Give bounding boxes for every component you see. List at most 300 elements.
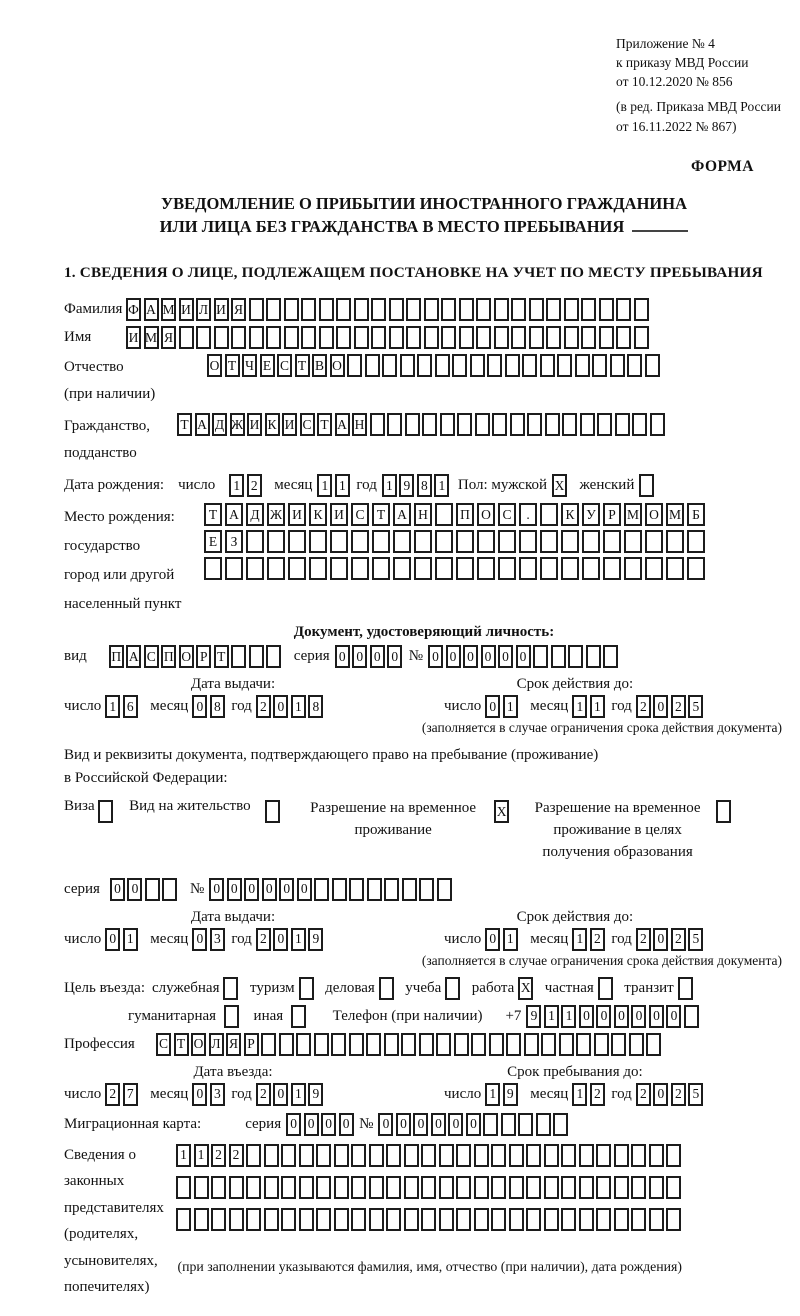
form-cell[interactable]: В — [312, 354, 327, 377]
form-cell[interactable]: 0 — [192, 928, 207, 951]
form-cell[interactable]: 1 — [503, 928, 518, 951]
form-cell[interactable]: И — [288, 503, 306, 526]
form-cell[interactable] — [372, 557, 390, 580]
form-cell[interactable]: Ж — [230, 413, 245, 436]
form-cell[interactable]: Ч — [242, 354, 257, 377]
form-cell[interactable] — [474, 1176, 489, 1199]
form-cell[interactable] — [456, 557, 474, 580]
form-cell[interactable] — [288, 530, 306, 553]
form-cell[interactable] — [299, 1208, 314, 1231]
form-cell[interactable] — [309, 557, 327, 580]
form-cell[interactable] — [266, 645, 281, 668]
form-cell[interactable]: П — [456, 503, 474, 526]
form-cell[interactable]: 0 — [304, 1113, 319, 1136]
form-cell[interactable] — [382, 354, 397, 377]
form-cell[interactable] — [526, 1176, 541, 1199]
form-cell[interactable] — [401, 1033, 416, 1056]
form-cell[interactable] — [371, 326, 386, 349]
form-cell[interactable] — [599, 326, 614, 349]
form-cell[interactable] — [386, 1176, 401, 1199]
form-cell[interactable] — [351, 557, 369, 580]
form-cell[interactable]: 0 — [653, 928, 668, 951]
form-cell[interactable] — [347, 354, 362, 377]
form-cell[interactable] — [422, 413, 437, 436]
form-cell[interactable]: 1 — [561, 1005, 576, 1028]
form-cell[interactable]: 1 — [590, 695, 605, 718]
form-cell[interactable] — [264, 1176, 279, 1199]
form-cell[interactable] — [491, 1144, 506, 1167]
form-cell[interactable] — [299, 1176, 314, 1199]
form-cell[interactable]: 5 — [688, 928, 703, 951]
form-cell[interactable]: 5 — [688, 1083, 703, 1106]
form-cell[interactable] — [511, 326, 526, 349]
form-cell[interactable]: 0 — [339, 1113, 354, 1136]
form-cell[interactable] — [666, 1208, 681, 1231]
form-cell[interactable]: И — [247, 413, 262, 436]
form-cell[interactable]: 0 — [666, 1005, 681, 1028]
form-cell[interactable] — [436, 1033, 451, 1056]
form-cell[interactable] — [575, 354, 590, 377]
form-cell[interactable]: 0 — [244, 878, 259, 901]
form-cell[interactable] — [349, 878, 364, 901]
form-cell[interactable]: И — [282, 413, 297, 436]
form-cell[interactable]: О — [477, 503, 495, 526]
form-cell[interactable] — [246, 1176, 261, 1199]
form-cell[interactable] — [437, 878, 452, 901]
form-cell[interactable] — [435, 530, 453, 553]
form-cell[interactable] — [365, 354, 380, 377]
form-cell[interactable] — [371, 298, 386, 321]
form-cell[interactable]: 2 — [229, 1144, 244, 1167]
form-cell[interactable] — [526, 1208, 541, 1231]
form-cell[interactable]: А — [195, 413, 210, 436]
form-cell[interactable] — [459, 326, 474, 349]
form-cell[interactable] — [330, 530, 348, 553]
form-cell[interactable]: 2 — [256, 695, 271, 718]
form-cell[interactable] — [544, 1144, 559, 1167]
form-cell[interactable]: А — [126, 645, 141, 668]
form-cell[interactable] — [316, 1208, 331, 1231]
form-cell[interactable] — [599, 298, 614, 321]
form-cell[interactable]: С — [300, 413, 315, 436]
form-cell[interactable]: К — [265, 413, 280, 436]
form-cell[interactable]: 3 — [210, 1083, 225, 1106]
form-cell[interactable] — [629, 1033, 644, 1056]
form-cell[interactable]: 0 — [596, 1005, 611, 1028]
form-cell[interactable]: 2 — [636, 695, 651, 718]
form-cell[interactable]: Л — [196, 298, 211, 321]
form-cell[interactable]: 0 — [431, 1113, 446, 1136]
form-cell[interactable]: 1 — [123, 928, 138, 951]
form-cell[interactable] — [540, 530, 558, 553]
form-cell[interactable] — [518, 1113, 533, 1136]
form-cell[interactable] — [687, 557, 705, 580]
form-cell[interactable] — [445, 977, 460, 1000]
form-cell[interactable] — [330, 557, 348, 580]
form-cell[interactable] — [639, 474, 654, 497]
form-cell[interactable] — [603, 645, 618, 668]
form-cell[interactable]: 1 — [317, 474, 332, 497]
form-cell[interactable]: 0 — [485, 695, 500, 718]
form-cell[interactable] — [559, 1033, 574, 1056]
form-cell[interactable]: 2 — [636, 1083, 651, 1106]
form-cell[interactable]: К — [309, 503, 327, 526]
form-cell[interactable]: 5 — [688, 695, 703, 718]
form-cell[interactable]: 0 — [273, 928, 288, 951]
form-cell[interactable]: С — [144, 645, 159, 668]
form-cell[interactable]: 2 — [671, 928, 686, 951]
form-cell[interactable] — [489, 1033, 504, 1056]
form-cell[interactable] — [296, 1033, 311, 1056]
form-cell[interactable] — [540, 557, 558, 580]
form-cell[interactable]: М — [666, 503, 684, 526]
form-cell[interactable]: Т — [204, 503, 222, 526]
form-cell[interactable] — [223, 977, 238, 1000]
form-cell[interactable] — [597, 413, 612, 436]
form-cell[interactable] — [452, 354, 467, 377]
form-cell[interactable]: Л — [209, 1033, 224, 1056]
form-cell[interactable] — [402, 878, 417, 901]
form-cell[interactable]: Т — [317, 413, 332, 436]
form-cell[interactable]: 0 — [413, 1113, 428, 1136]
form-cell[interactable] — [457, 413, 472, 436]
form-cell[interactable]: О — [330, 354, 345, 377]
form-cell[interactable]: Т — [174, 1033, 189, 1056]
form-cell[interactable] — [632, 413, 647, 436]
form-cell[interactable]: 3 — [210, 928, 225, 951]
form-cell[interactable] — [249, 645, 264, 668]
form-cell[interactable] — [406, 326, 421, 349]
form-cell[interactable]: А — [393, 503, 411, 526]
form-cell[interactable] — [265, 800, 280, 823]
form-cell[interactable] — [414, 530, 432, 553]
form-cell[interactable] — [561, 1176, 576, 1199]
form-cell[interactable]: И — [214, 298, 229, 321]
form-cell[interactable] — [568, 645, 583, 668]
form-cell[interactable] — [456, 1208, 471, 1231]
form-cell[interactable] — [509, 1144, 524, 1167]
form-cell[interactable]: 0 — [396, 1113, 411, 1136]
form-cell[interactable] — [264, 1144, 279, 1167]
form-cell[interactable] — [393, 557, 411, 580]
form-cell[interactable] — [581, 326, 596, 349]
form-cell[interactable] — [579, 1208, 594, 1231]
form-cell[interactable]: 9 — [399, 474, 414, 497]
form-cell[interactable] — [369, 1208, 384, 1231]
form-cell[interactable]: 6 — [123, 695, 138, 718]
form-cell[interactable]: 0 — [321, 1113, 336, 1136]
form-cell[interactable]: 1 — [291, 695, 306, 718]
form-cell[interactable]: 0 — [262, 878, 277, 901]
form-cell[interactable] — [483, 1113, 498, 1136]
form-cell[interactable]: 2 — [256, 1083, 271, 1106]
form-cell[interactable] — [456, 1144, 471, 1167]
form-cell[interactable] — [417, 354, 432, 377]
form-cell[interactable] — [314, 1033, 329, 1056]
form-cell[interactable] — [246, 1208, 261, 1231]
form-cell[interactable] — [551, 645, 566, 668]
form-cell[interactable]: 1 — [572, 928, 587, 951]
form-cell[interactable] — [624, 530, 642, 553]
form-cell[interactable]: Ф — [126, 298, 141, 321]
form-cell[interactable] — [492, 413, 507, 436]
form-cell[interactable]: 0 — [209, 878, 224, 901]
form-cell[interactable] — [351, 530, 369, 553]
form-cell[interactable]: 0 — [463, 645, 478, 668]
form-cell[interactable]: Д — [246, 503, 264, 526]
form-cell[interactable]: С — [351, 503, 369, 526]
form-cell[interactable]: О — [179, 645, 194, 668]
form-cell[interactable]: Р — [244, 1033, 259, 1056]
form-cell[interactable] — [231, 326, 246, 349]
form-cell[interactable] — [545, 413, 560, 436]
form-cell[interactable]: 2 — [671, 695, 686, 718]
form-cell[interactable] — [581, 298, 596, 321]
form-cell[interactable] — [246, 530, 264, 553]
form-cell[interactable]: П — [161, 645, 176, 668]
form-cell[interactable]: О — [645, 503, 663, 526]
form-cell[interactable]: 0 — [352, 645, 367, 668]
form-cell[interactable]: 0 — [105, 928, 120, 951]
form-cell[interactable] — [405, 413, 420, 436]
form-cell[interactable] — [561, 530, 579, 553]
form-cell[interactable]: 0 — [192, 1083, 207, 1106]
form-cell[interactable]: Т — [225, 354, 240, 377]
form-cell[interactable] — [491, 1208, 506, 1231]
form-cell[interactable] — [594, 1033, 609, 1056]
form-cell[interactable] — [610, 354, 625, 377]
form-cell[interactable] — [678, 977, 693, 1000]
form-cell[interactable] — [389, 298, 404, 321]
form-cell[interactable] — [579, 1176, 594, 1199]
form-cell[interactable] — [264, 1208, 279, 1231]
form-cell[interactable] — [454, 1033, 469, 1056]
form-cell[interactable] — [224, 1005, 239, 1028]
form-cell[interactable] — [288, 557, 306, 580]
form-cell[interactable]: 1 — [229, 474, 244, 497]
form-cell[interactable] — [370, 413, 385, 436]
form-cell[interactable]: Я — [231, 298, 246, 321]
form-cell[interactable] — [529, 326, 544, 349]
form-cell[interactable]: Д — [212, 413, 227, 436]
form-cell[interactable] — [386, 1144, 401, 1167]
form-cell[interactable] — [145, 878, 160, 901]
form-cell[interactable] — [684, 1005, 699, 1028]
form-cell[interactable]: С — [156, 1033, 171, 1056]
form-cell[interactable]: П — [109, 645, 124, 668]
form-cell[interactable]: . — [519, 503, 537, 526]
form-cell[interactable]: 0 — [631, 1005, 646, 1028]
form-cell[interactable] — [522, 354, 537, 377]
form-cell[interactable] — [533, 645, 548, 668]
form-cell[interactable] — [687, 530, 705, 553]
form-cell[interactable] — [354, 326, 369, 349]
form-cell[interactable] — [421, 1208, 436, 1231]
form-cell[interactable] — [211, 1208, 226, 1231]
form-cell[interactable] — [281, 1144, 296, 1167]
form-cell[interactable] — [498, 530, 516, 553]
form-cell[interactable] — [634, 326, 649, 349]
form-cell[interactable]: 0 — [516, 645, 531, 668]
form-cell[interactable] — [561, 1144, 576, 1167]
form-cell[interactable] — [266, 298, 281, 321]
form-cell[interactable]: М — [144, 326, 159, 349]
form-cell[interactable] — [474, 1144, 489, 1167]
form-cell[interactable] — [435, 557, 453, 580]
form-cell[interactable] — [279, 1033, 294, 1056]
form-cell[interactable] — [646, 1033, 661, 1056]
form-cell[interactable] — [316, 1144, 331, 1167]
form-cell[interactable] — [529, 298, 544, 321]
form-cell[interactable] — [471, 1033, 486, 1056]
form-cell[interactable] — [505, 354, 520, 377]
form-cell[interactable] — [586, 645, 601, 668]
form-cell[interactable] — [229, 1208, 244, 1231]
form-cell[interactable]: Н — [414, 503, 432, 526]
form-cell[interactable]: 2 — [256, 928, 271, 951]
form-cell[interactable] — [291, 1005, 306, 1028]
form-cell[interactable]: Я — [226, 1033, 241, 1056]
form-cell[interactable] — [511, 298, 526, 321]
form-cell[interactable]: 0 — [286, 1113, 301, 1136]
form-cell[interactable] — [176, 1208, 191, 1231]
form-cell[interactable]: 9 — [308, 928, 323, 951]
form-cell[interactable] — [650, 413, 665, 436]
form-cell[interactable] — [319, 298, 334, 321]
form-cell[interactable]: 7 — [123, 1083, 138, 1106]
form-cell[interactable]: Я — [161, 326, 176, 349]
form-cell[interactable] — [564, 326, 579, 349]
form-cell[interactable]: 8 — [308, 695, 323, 718]
form-cell[interactable] — [194, 1208, 209, 1231]
form-cell[interactable] — [435, 354, 450, 377]
form-cell[interactable]: З — [225, 530, 243, 553]
form-cell[interactable] — [579, 1144, 594, 1167]
form-cell[interactable]: 0 — [192, 695, 207, 718]
form-cell[interactable]: 0 — [387, 645, 402, 668]
form-cell[interactable]: А — [335, 413, 350, 436]
form-cell[interactable]: К — [561, 503, 579, 526]
form-cell[interactable] — [576, 1033, 591, 1056]
form-cell[interactable] — [267, 557, 285, 580]
form-cell[interactable]: 2 — [671, 1083, 686, 1106]
form-cell[interactable]: 0 — [653, 695, 668, 718]
form-cell[interactable]: И — [330, 503, 348, 526]
form-cell[interactable] — [314, 878, 329, 901]
form-cell[interactable] — [527, 413, 542, 436]
form-cell[interactable] — [301, 298, 316, 321]
form-cell[interactable]: 8 — [417, 474, 432, 497]
form-cell[interactable]: X — [552, 474, 567, 497]
form-cell[interactable]: 2 — [590, 1083, 605, 1106]
form-cell[interactable] — [562, 413, 577, 436]
form-cell[interactable] — [524, 1033, 539, 1056]
form-cell[interactable] — [614, 1144, 629, 1167]
form-cell[interactable] — [439, 1144, 454, 1167]
form-cell[interactable]: А — [225, 503, 243, 526]
form-cell[interactable] — [631, 1208, 646, 1231]
form-cell[interactable] — [510, 413, 525, 436]
form-cell[interactable]: 0 — [485, 928, 500, 951]
form-cell[interactable] — [299, 1144, 314, 1167]
form-cell[interactable]: 0 — [227, 878, 242, 901]
form-cell[interactable]: 0 — [110, 878, 125, 901]
form-cell[interactable] — [561, 557, 579, 580]
form-cell[interactable] — [616, 326, 631, 349]
form-cell[interactable]: М — [161, 298, 176, 321]
form-cell[interactable]: X — [494, 800, 509, 823]
form-cell[interactable] — [476, 326, 491, 349]
form-cell[interactable] — [645, 354, 660, 377]
form-cell[interactable] — [582, 557, 600, 580]
form-cell[interactable] — [435, 503, 453, 526]
form-cell[interactable] — [246, 557, 264, 580]
form-cell[interactable]: 0 — [127, 878, 142, 901]
form-cell[interactable]: 9 — [308, 1083, 323, 1106]
form-cell[interactable]: 0 — [378, 1113, 393, 1136]
form-cell[interactable]: И — [126, 326, 141, 349]
form-cell[interactable] — [666, 530, 684, 553]
form-cell[interactable]: Т — [214, 645, 229, 668]
form-cell[interactable]: 0 — [614, 1005, 629, 1028]
form-cell[interactable] — [299, 977, 314, 1000]
form-cell[interactable] — [536, 1113, 551, 1136]
form-cell[interactable]: 0 — [428, 645, 443, 668]
form-cell[interactable] — [561, 1208, 576, 1231]
form-cell[interactable] — [369, 1176, 384, 1199]
form-cell[interactable]: Н — [352, 413, 367, 436]
form-cell[interactable] — [519, 530, 537, 553]
form-cell[interactable] — [441, 298, 456, 321]
form-cell[interactable] — [477, 557, 495, 580]
form-cell[interactable] — [459, 298, 474, 321]
form-cell[interactable] — [249, 298, 264, 321]
form-cell[interactable] — [494, 298, 509, 321]
form-cell[interactable]: Р — [196, 645, 211, 668]
form-cell[interactable] — [546, 326, 561, 349]
form-cell[interactable] — [666, 557, 684, 580]
form-cell[interactable] — [419, 1033, 434, 1056]
form-cell[interactable]: 0 — [370, 645, 385, 668]
form-cell[interactable]: 1 — [105, 695, 120, 718]
form-cell[interactable] — [301, 326, 316, 349]
form-cell[interactable] — [649, 1176, 664, 1199]
form-cell[interactable] — [596, 1144, 611, 1167]
form-cell[interactable]: 2 — [590, 928, 605, 951]
form-cell[interactable] — [649, 1208, 664, 1231]
form-cell[interactable] — [541, 1033, 556, 1056]
form-cell[interactable] — [225, 557, 243, 580]
form-cell[interactable]: У — [582, 503, 600, 526]
form-cell[interactable]: 0 — [481, 645, 496, 668]
form-cell[interactable] — [267, 530, 285, 553]
form-cell[interactable] — [666, 1144, 681, 1167]
form-cell[interactable]: 1 — [176, 1144, 191, 1167]
form-cell[interactable] — [631, 1176, 646, 1199]
form-cell[interactable] — [544, 1176, 559, 1199]
form-cell[interactable]: 0 — [448, 1113, 463, 1136]
form-cell[interactable]: 0 — [335, 645, 350, 668]
form-cell[interactable] — [456, 530, 474, 553]
form-cell[interactable]: 0 — [579, 1005, 594, 1028]
form-cell[interactable]: X — [518, 977, 533, 1000]
form-cell[interactable] — [354, 298, 369, 321]
form-cell[interactable] — [421, 1144, 436, 1167]
form-cell[interactable]: 1 — [194, 1144, 209, 1167]
form-cell[interactable] — [379, 977, 394, 1000]
form-cell[interactable] — [384, 878, 399, 901]
form-cell[interactable] — [546, 298, 561, 321]
